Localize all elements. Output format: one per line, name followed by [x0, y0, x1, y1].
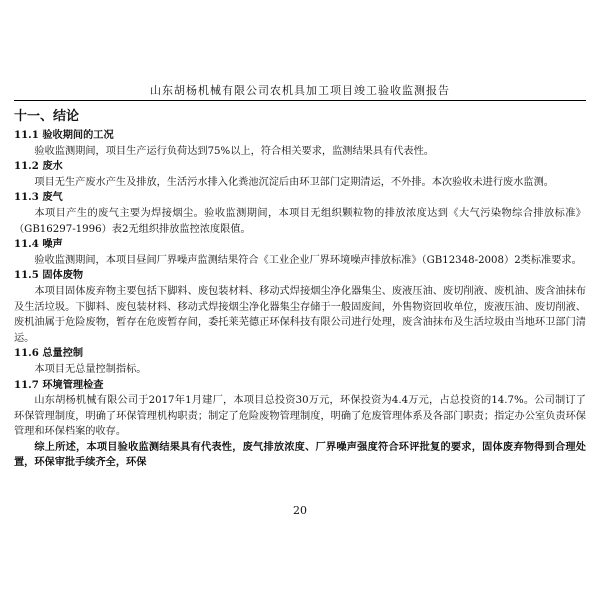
section-text-11-3: 本项目产生的废气主要为焊接烟尘。验收监测期间，本项目无组织颗粒物的排放浓度达到《大气污染物综合排放标准》（GB16297-1996）表2无组织排放监控浓度限值。: [14, 207, 586, 235]
page-number: 20: [293, 504, 307, 517]
section-text-11-6: 本项目无总量控制指标。: [34, 363, 147, 375]
header-divider: [14, 100, 586, 101]
running-header: 山东胡杨机械有限公司农机具加工项目竣工验收监测报告: [14, 82, 586, 101]
section-heading-11-5: 11.5 固体废物: [14, 269, 84, 282]
section-heading-11-7: 11.7 环境管理检查: [14, 378, 104, 391]
section-text-11-4: 验收监测期间，本项目昼间厂界噪声监测结果符合《工业企业厂界环境噪声排放标准》（GB12348-2008）2类标准要求。: [34, 254, 582, 266]
section-text-11-7: 山东胡杨机械有限公司于2017年1月建厂，本项目总投资30万元，环保投资为4.4万元，占总投资的14.7%。公司制订了环保管理制度，明确了环保管理机构职责；制定了危险废物管理制度，明确了危废管理体系及各部门职责；指定办公室负责环保管理和环保档案的收存。: [14, 395, 586, 438]
report-body: [14, 106, 586, 471]
chapter-title: 十一、结论: [14, 109, 80, 124]
section-heading-11-3: 11.3 废气: [14, 191, 63, 204]
section-text-11-1: 验收监测期间，项目生产运行负荷达到75%以上，符合相关要求，监测结果具有代表性。: [34, 145, 434, 157]
section-heading-11-1: 11.1 验收期间的工况: [14, 129, 114, 141]
section-text-11-2: 项目无生产废水产生及排放，生活污水排入化粪池沉淀后由环卫部门定期清运，不外排。本次验收未进行废水监测。: [34, 176, 554, 188]
section-heading-11-6: 11.6 总量控制: [14, 347, 84, 360]
section-heading-11-4: 11.4 噪声: [14, 238, 63, 251]
section-text-11-5: 本项目固体废弃物主要包括下脚料、废包装材料、移动式焊接烟尘净化器集尘、废液压油、废切削液、废机油、废含油抹布及生活垃圾。下脚料、废包装材料、移动式焊接烟尘净化器集尘存储于一般固废间，外售物资回收单位，废液压油、废切削液、废机油属于危险废物，暂存在危废暂存间，委托莱芜德正环保科技有限公司进行处理，废含油抹布及生活垃圾由当地环卫部门清运。: [14, 285, 586, 344]
section-heading-11-2: 11.2 废水: [14, 160, 63, 173]
conclusion-summary: 综上所述，本项目验收监测结果具有代表性，废气排放浓度、厂界噪声强度符合环评批复的要求，固体废弃物得到合理处置，环保审批手续齐全，环保: [14, 440, 586, 469]
